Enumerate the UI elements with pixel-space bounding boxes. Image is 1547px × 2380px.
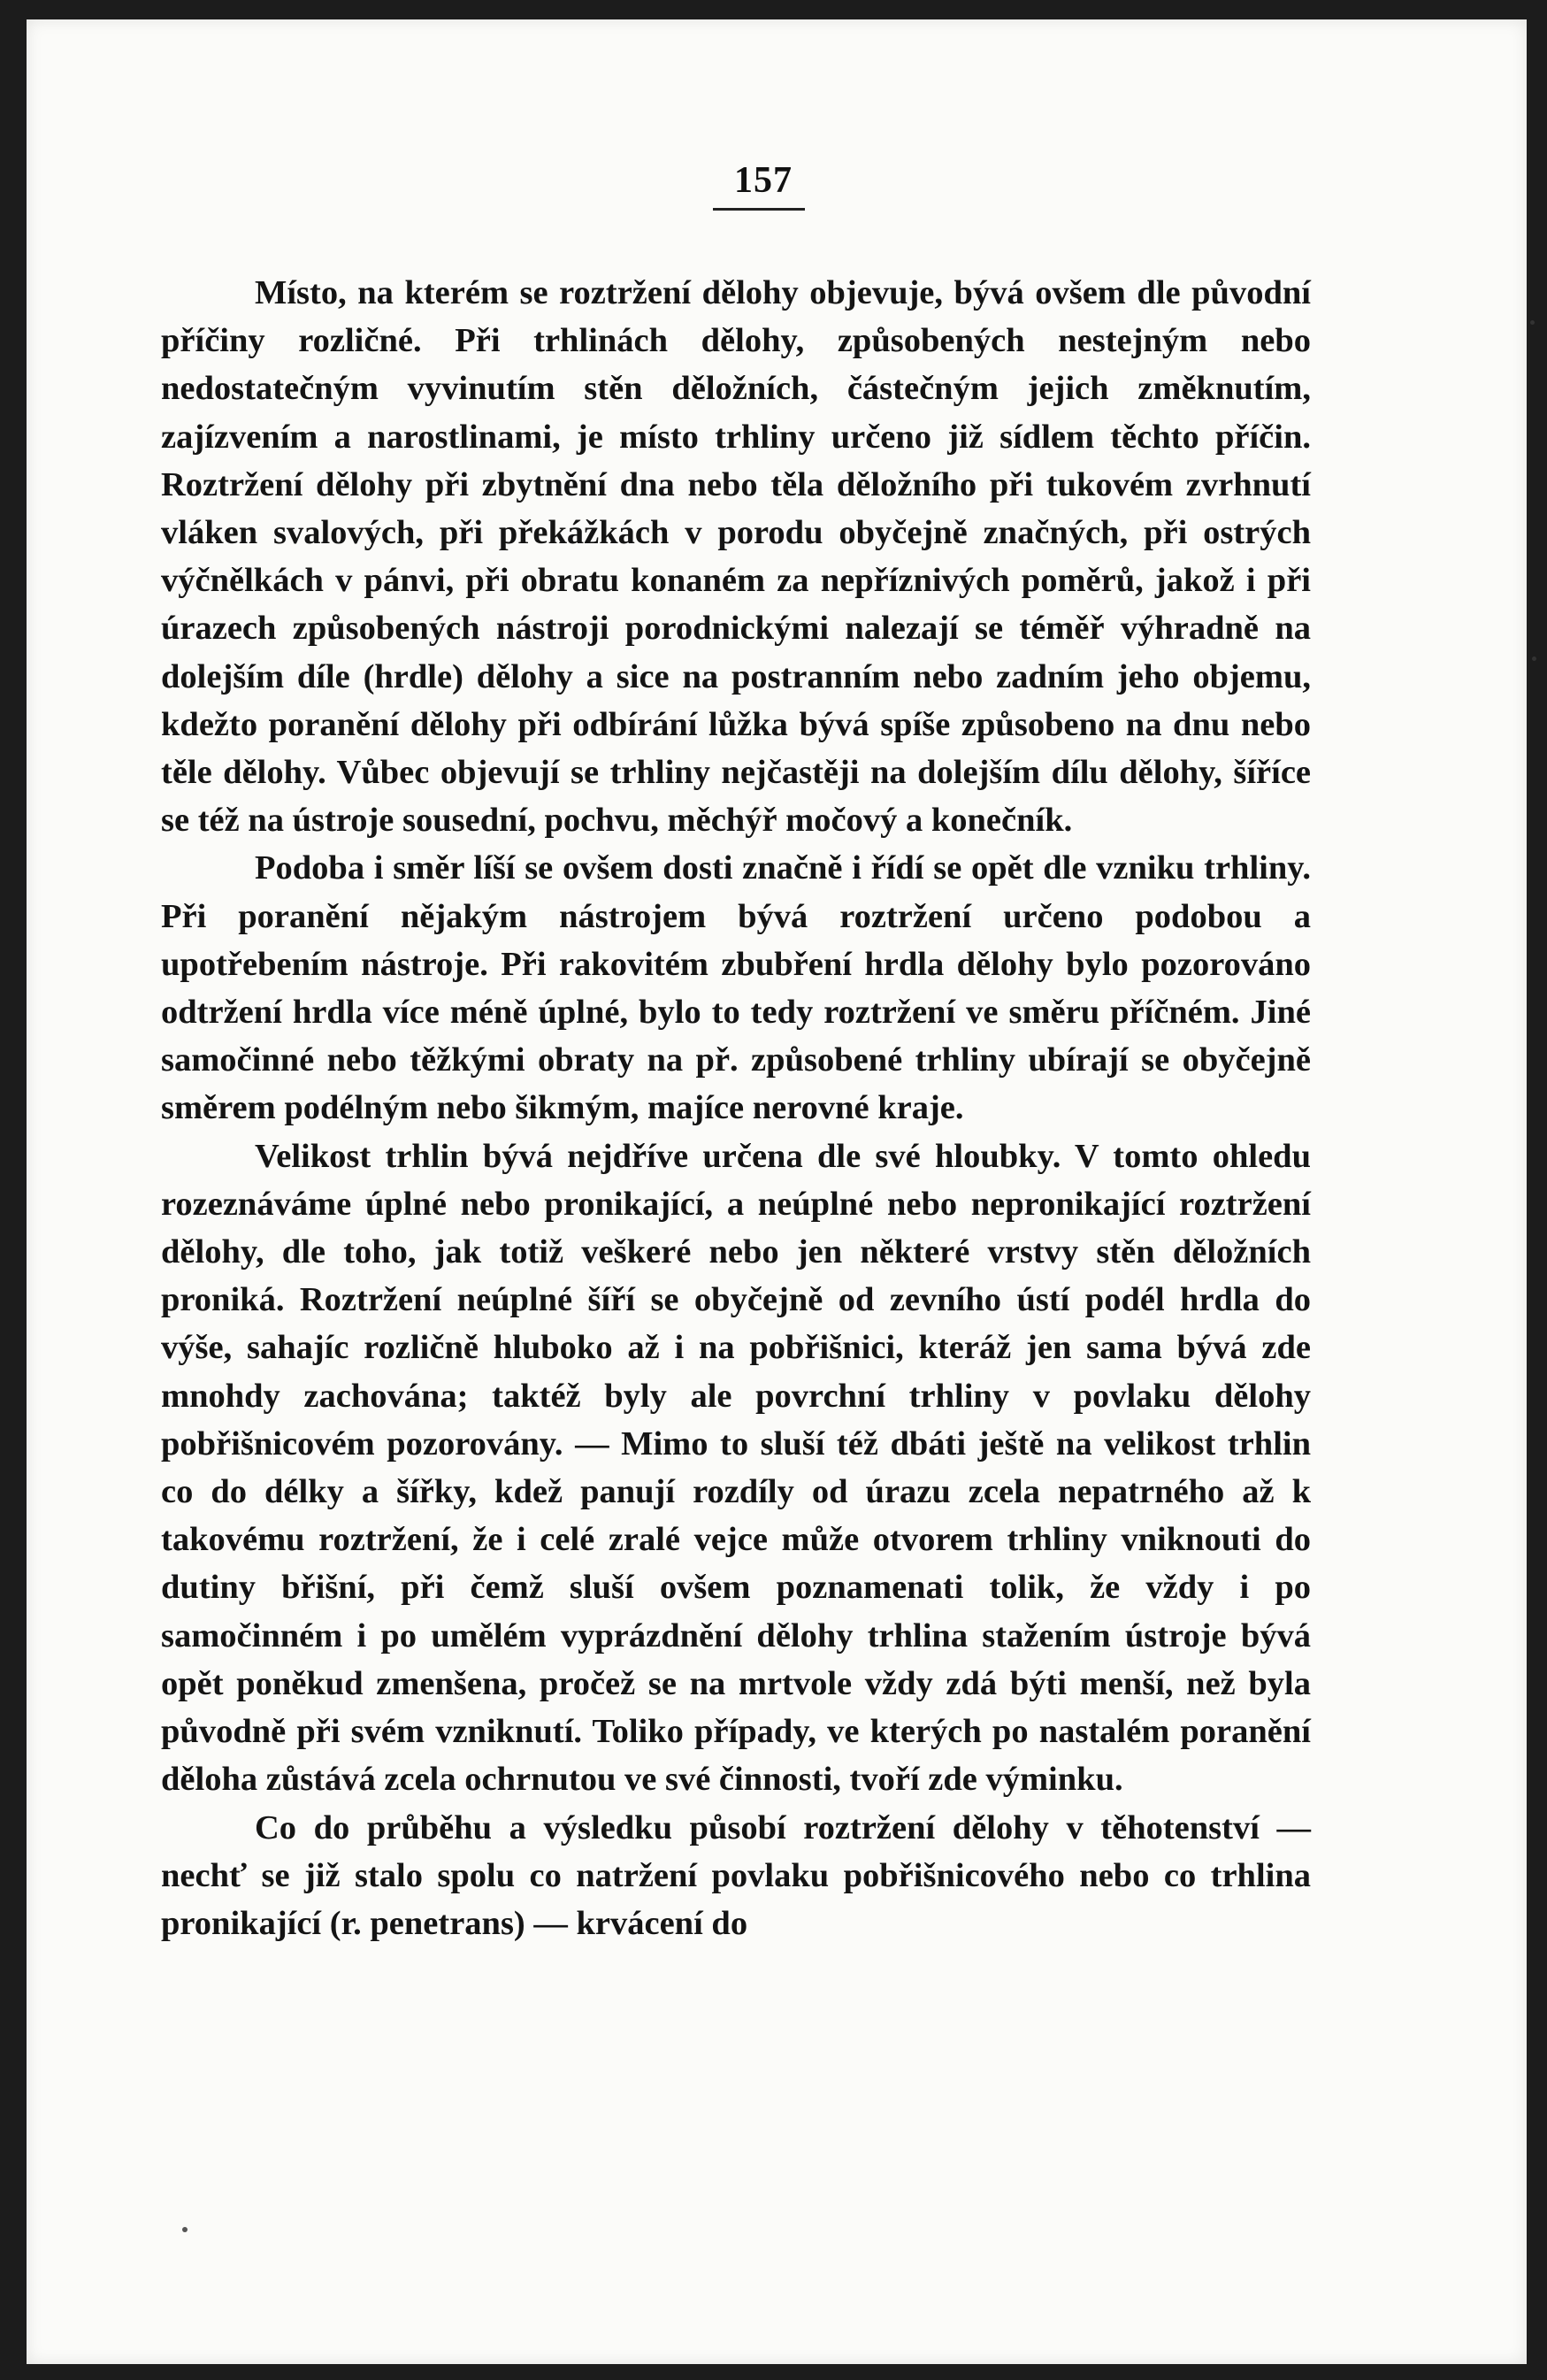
- paragraph-3: Velikost trhlin bývá nejdříve určena dle své hloubky. V tomto ohledu rozeznáváme úplné nebo pronikající, a neúplné nebo nepronikající roztržení dělohy, dle toho, jak totiž veškeré nebo jen některé vrstvy stěn děložních proniká. Roztržení neúplné šíří se obyčejně od zevního ústí podél hrdla do výše, sahajíc rozličně hluboko až i na pobřišnici, kteráž jen sama bývá zde mnohdy zachována; taktéž byly ale povrchní trhliny v povlaku dělohy pobřišnicovém pozorovány. — Mimo to sluší též dbáti ještě na velikost trhlin co do délky a šířky, kdež panují rozdíly od úrazu zcela nepatrného až k takovému roztržení, že i celé zralé vejce může otvorem trhliny vniknouti do dutiny břišní, při čemž sluší ovšem poznamenati tolik, že vždy i po samočinném i po umělém vyprázdnění dělohy trhlina stažením ústroje bývá opět poněkud zmenšena, pročež se na mrtvole vždy zdá býti menší, než byla původně při svém vzniknutí. Toliko případy, ve kterých po nastalém poranění děloha zůstává zcela ochrnutou ve své činnosti, tvoří zde výminku.: [161, 1137, 1311, 1799]
- page-number: 157: [734, 160, 793, 201]
- paragraph-2: Podoba i směr líší se ovšem dosti značně i řídí se opět dle vzniku trhliny. Při poranění nějakým nástrojem bývá roztržení určeno podobou a upotřebením nástroje. Při rakovitém zbubření hrdla dělohy bylo pozorováno odtržení hrdla více méně úplné, bylo to tedy roztržení ve směru příčném. Jiné samočinné nebo těžkými obraty na př. způsobené trhliny ubírají se obyčejně směrem podélným nebo šikmým, majíce nerovné kraje.: [161, 849, 1311, 1127]
- scan-speck: [182, 2227, 188, 2232]
- paragraph-4: Co do průběhu a výsledku působí roztržení dělohy v těhotenství — nechť se již stalo spolu co natržení povlaku pobřišnicového nebo co trhlina pronikající (r. penetrans) — krvácení do: [161, 1808, 1311, 1942]
- book-page: [27, 19, 1527, 2364]
- page-number-underline: [713, 208, 805, 211]
- body-text: [161, 269, 1311, 1947]
- scan-speck: [1532, 656, 1536, 661]
- paragraph-1: Místo, na kterém se roztržení dělohy objevuje, bývá ovšem dle původní příčiny rozličné. Při trhlinách dělohy, způsobených nestejným nebo nedostatečným vyvinutím stěn děložních, částečným jejich změknutím, zajízvením a narostlinami, je místo trhliny určeno již sídlem těchto příčin. Roztržení dělohy při zbytnění dna nebo těla děložního při tukovém zvrhnutí vláken svalových, při překážkách v porodu obyčejně značných, při ostrých výčnělkách v pánvi, při obratu konaném za nepříznivých poměrů, jakož i při úrazech způsobených nástroji porodnickými nalezají se téměř výhradně na dolejším díle (hrdle) dělohy a sice na postranním nebo zadním jeho objemu, kdežto poranění dělohy při odbírání lůžka bývá spíše způsobeno na dnu nebo těle dělohy. Vůbec objevují se trhliny nejčastěji na dolejším dílu dělohy, šíříce se též na ústroje sousední, pochvu, měchýř močový a konečník.: [161, 274, 1311, 840]
- scan-speck: [1530, 320, 1535, 325]
